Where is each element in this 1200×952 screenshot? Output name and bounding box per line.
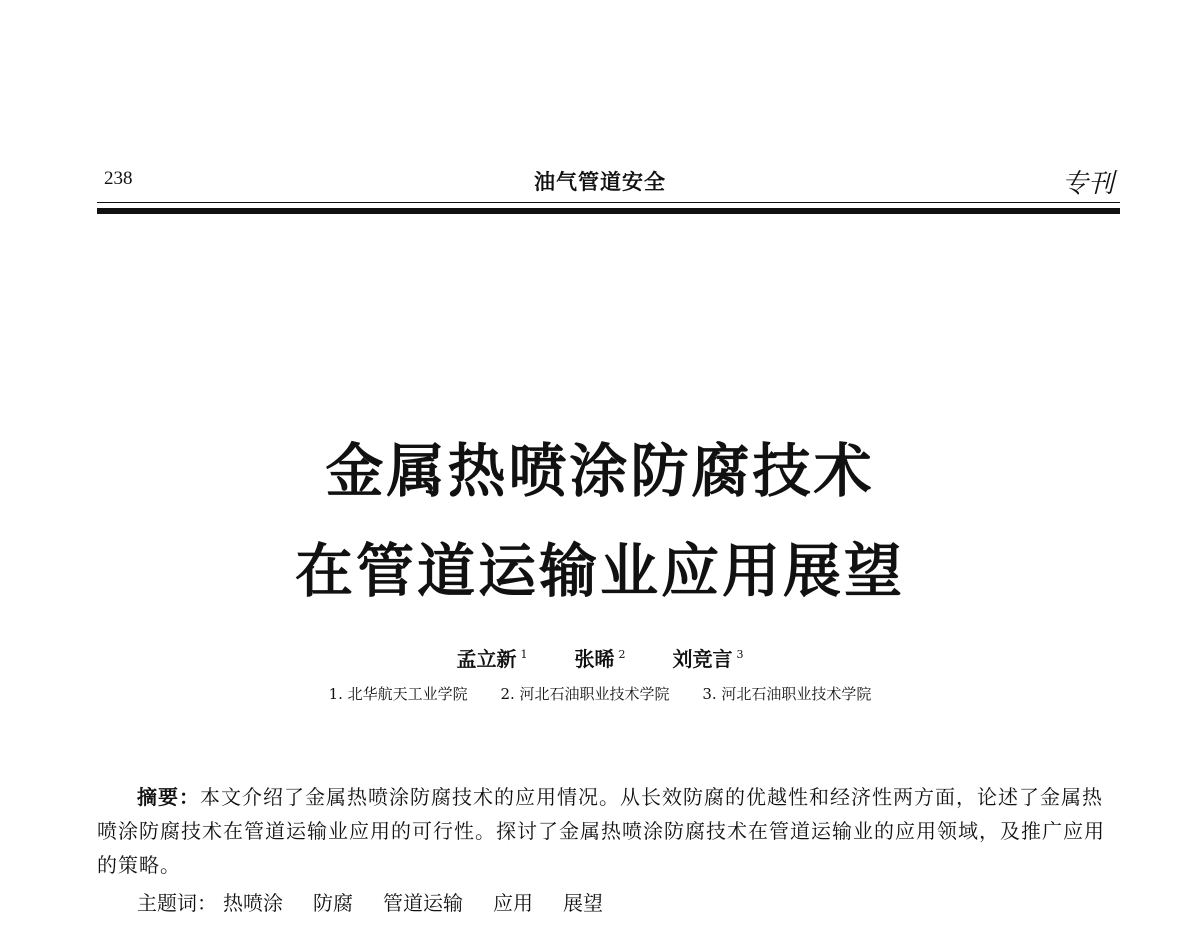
author-list — [0, 643, 1200, 672]
abstract-label: 摘要： — [137, 785, 200, 809]
author-mark: 3 — [736, 648, 744, 662]
keyword: 管道运输 — [383, 891, 463, 915]
author-name: 刘竞言 — [672, 647, 733, 671]
header-rule-thick — [97, 208, 1120, 214]
affiliation: 1. 北华航天工业学院 — [328, 685, 468, 703]
issue-label: 专刊 — [1061, 169, 1114, 198]
author — [575, 643, 626, 672]
author-mark: 1 — [520, 648, 528, 662]
paper-title-line-2: 在管道运输业应用展望 — [294, 537, 905, 605]
abstract — [97, 780, 1120, 882]
affiliation: 3. 河北石油职业技术学院 — [702, 685, 872, 703]
keyword: 防腐 — [313, 891, 353, 915]
keywords — [137, 887, 633, 916]
author-name: 张晞 — [574, 647, 615, 671]
affiliation-list — [0, 683, 1200, 704]
journal-name: 油气管道安全 — [534, 170, 666, 194]
keyword: 应用 — [493, 891, 533, 915]
author — [457, 643, 528, 672]
affiliation: 2. 河北石油职业技术学院 — [500, 685, 670, 703]
abstract-text: 本文介绍了金属热喷涂防腐技术的应用情况。从长效防腐的优越性和经济性两方面，论述了金属热喷涂防腐技术在管道运输业应用的可行性。探讨了金属热喷涂防腐技术在管道运输业的应用领域，及推广应用的策略。 — [97, 785, 1105, 877]
header-rule-thin — [97, 202, 1120, 203]
author — [672, 643, 743, 672]
page-number: 238 — [104, 168, 133, 189]
keyword: 展望 — [563, 891, 603, 915]
paper-title-line-1: 金属热喷涂防腐技术 — [325, 437, 875, 505]
author-mark: 2 — [618, 648, 626, 662]
author-name: 孟立新 — [456, 647, 517, 671]
keywords-label: 主题词： — [137, 891, 217, 915]
keyword: 热喷涂 — [223, 891, 283, 915]
